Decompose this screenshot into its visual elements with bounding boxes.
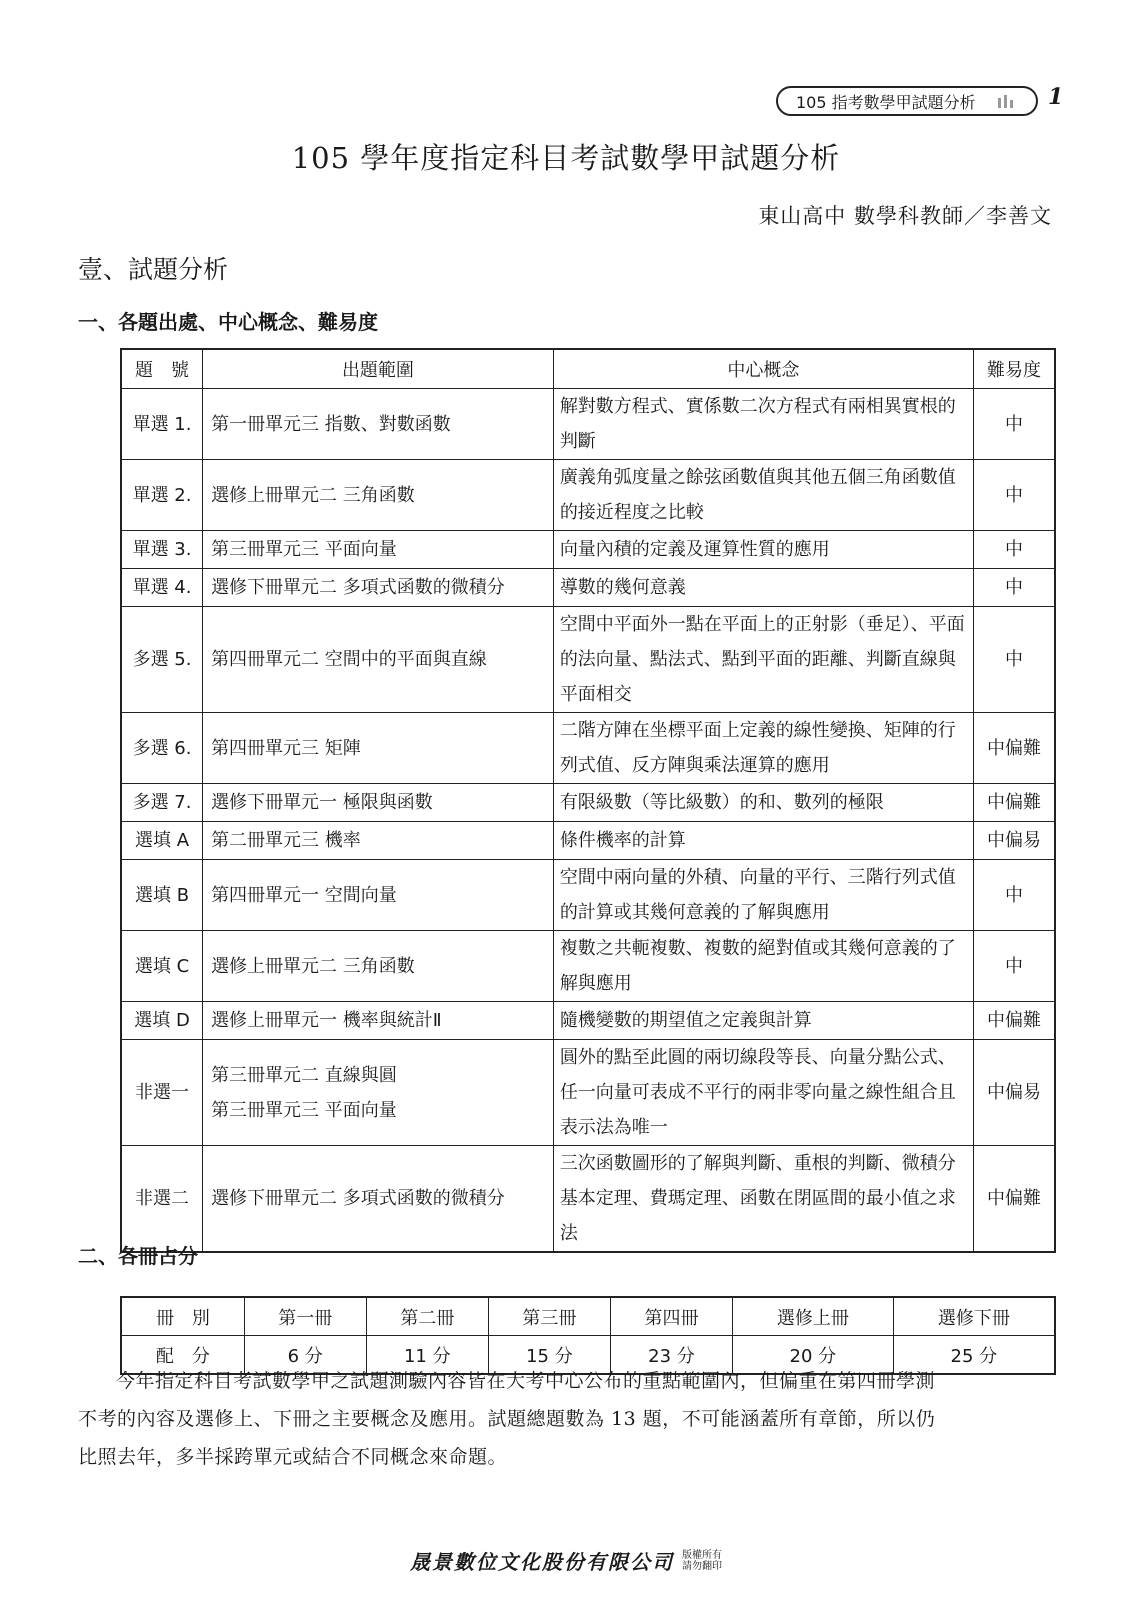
paragraph-line-1: 今年指定科目考試數學甲之試題測驗內容皆在大考中心公布的重點範圍內，但偏重在第四冊學測 [116, 1370, 936, 1392]
cell-concept: 向量內積的定義及運算性質的應用 [553, 531, 973, 569]
cell-range: 選修下冊單元二 多項式函數的微積分 [203, 1146, 554, 1253]
cell-difficulty: 中偏難 [973, 784, 1055, 822]
decorative-icon [996, 92, 1020, 110]
score-4: 23 分 [610, 1336, 732, 1375]
book-1: 第一冊 [244, 1297, 366, 1336]
cell-number: 單選 4. [121, 569, 203, 607]
cell-concept: 圓外的點至此圓的兩切線段等長、向量分點公式、任一向量可表成不平行的兩非零向量之線性組合且表示法為唯一 [553, 1040, 973, 1146]
table-row [121, 1146, 1055, 1253]
table-row [121, 1002, 1055, 1040]
cell-range: 第四冊單元二 空間中的平面與直線 [203, 607, 554, 713]
cell-concept: 廣義角弧度量之餘弦函數值與其他五個三角函數值的接近程度之比較 [553, 460, 973, 531]
page-title: 105 學年度指定科目考試數學甲試題分析 [291, 141, 841, 175]
score-2: 11 分 [366, 1336, 488, 1375]
section-heading: 壹、試題分析 [78, 255, 229, 284]
table-row [121, 607, 1055, 713]
cell-range: 第三冊單元三 平面向量 [203, 531, 554, 569]
paragraph-line-2: 不考的內容及選修上、下冊之主要概念及應用。試題總題數為 13 題，不可能涵蓋所有章節，所以仍 [78, 1408, 936, 1430]
cell-range: 選修下冊單元一 極限與函數 [203, 784, 554, 822]
cell-number: 多選 5. [121, 607, 203, 713]
cell-number: 選填 D [121, 1002, 203, 1040]
cell-concept: 三次函數圖形的了解與判斷、重根的判斷、微積分基本定理、費瑪定理、函數在閉區間的最小值之求法 [553, 1146, 973, 1253]
book-elective-2: 選修下冊 [893, 1297, 1055, 1336]
cell-difficulty: 中 [973, 389, 1055, 460]
book-2: 第二冊 [366, 1297, 488, 1336]
table-row [121, 713, 1055, 784]
cell-concept: 複數之共軛複數、複數的絕對值或其幾何意義的了解與應用 [553, 931, 973, 1002]
cell-difficulty: 中偏難 [973, 1146, 1055, 1253]
cell-difficulty: 中偏難 [973, 713, 1055, 784]
cell-difficulty: 中偏易 [973, 1040, 1055, 1146]
book-elective-1: 選修上冊 [733, 1297, 894, 1336]
score-3: 15 分 [488, 1336, 610, 1375]
cell-range-line-1: 第三冊單元二 直線與圓 [211, 1064, 397, 1086]
table-row [121, 1297, 1055, 1336]
table-row [121, 822, 1055, 860]
footer [0, 1546, 1132, 1575]
table-row [121, 389, 1055, 460]
cell-concept: 解對數方程式、實係數二次方程式有兩相異實根的判斷 [553, 389, 973, 460]
cell-number: 多選 6. [121, 713, 203, 784]
book-4: 第四冊 [610, 1297, 732, 1336]
cell-range: 第一冊單元三 指數、對數函數 [203, 389, 554, 460]
cell-concept: 空間中平面外一點在平面上的正射影（垂足）、平面的法向量、點法式、點到平面的距離、判斷直線與平面相交 [553, 607, 973, 713]
subsection-heading-2: 二、各冊占分 [78, 1244, 198, 1268]
header-concept: 中心概念 [553, 349, 973, 389]
score-elective-1: 20 分 [733, 1336, 894, 1375]
cell-difficulty: 中偏難 [973, 1002, 1055, 1040]
header-range: 出題範圍 [203, 349, 554, 389]
cell-concept: 隨機變數的期望值之定義與計算 [553, 1002, 973, 1040]
cell-number: 非選一 [121, 1040, 203, 1146]
cell-number: 多選 7. [121, 784, 203, 822]
cell-difficulty: 中 [973, 607, 1055, 713]
header-tag: 105 指考數學甲試題分析 [776, 86, 1038, 116]
table-row [121, 569, 1055, 607]
cell-difficulty: 中 [973, 460, 1055, 531]
label-score: 配 分 [121, 1336, 244, 1375]
score-elective-2: 25 分 [893, 1336, 1055, 1375]
cell-range: 選修上冊單元二 三角函數 [203, 931, 554, 1002]
cell-number: 單選 2. [121, 460, 203, 531]
footer-copyright [682, 1550, 722, 1572]
paragraph-line-3: 比照去年，多半採跨單元或結合不同概念來命題。 [78, 1446, 508, 1468]
body-paragraph [78, 1362, 1056, 1476]
question-analysis-table [120, 348, 1056, 1253]
book-3: 第三冊 [488, 1297, 610, 1336]
cell-difficulty: 中 [973, 860, 1055, 931]
page-number: 1 [1048, 84, 1064, 110]
cell-number: 單選 3. [121, 531, 203, 569]
cell-concept: 導數的幾何意義 [553, 569, 973, 607]
cell-number: 單選 1. [121, 389, 203, 460]
table-header-row [121, 349, 1055, 389]
header-number: 題 號 [121, 349, 203, 389]
cell-concept: 二階方陣在坐標平面上定義的線性變換、矩陣的行列式值、反方陣與乘法運算的應用 [553, 713, 973, 784]
cell-concept: 有限級數（等比級數）的和、數列的極限 [553, 784, 973, 822]
table-row [121, 1040, 1055, 1146]
table-row [121, 531, 1055, 569]
cell-range: 選修上冊單元一 機率與統計Ⅱ [203, 1002, 554, 1040]
footer-note-line-1: 版權所有 [682, 1549, 722, 1561]
cell-concept: 空間中兩向量的外積、向量的平行、三階行列式值的計算或其幾何意義的了解與應用 [553, 860, 973, 931]
cell-number: 選填 A [121, 822, 203, 860]
label-book: 冊 別 [121, 1297, 244, 1336]
cell-number: 選填 C [121, 931, 203, 1002]
table-row [121, 460, 1055, 531]
author-line: 東山高中 數學科教師／李善文 [758, 204, 1052, 228]
cell-number: 選填 B [121, 860, 203, 931]
cell-difficulty: 中 [973, 531, 1055, 569]
header-difficulty: 難易度 [973, 349, 1055, 389]
score-1: 6 分 [244, 1336, 366, 1375]
cell-range: 第四冊單元一 空間向量 [203, 860, 554, 931]
table-row [121, 931, 1055, 1002]
cell-difficulty: 中 [973, 931, 1055, 1002]
cell-difficulty: 中偏易 [973, 822, 1055, 860]
footer-note-line-2: 請勿翻印 [682, 1560, 722, 1572]
cell-range: 選修下冊單元二 多項式函數的微積分 [203, 569, 554, 607]
cell-concept: 條件機率的計算 [553, 822, 973, 860]
subsection-heading-1: 一、各題出處、中心概念、難易度 [78, 310, 378, 334]
cell-range [203, 1040, 554, 1146]
cell-number: 非選二 [121, 1146, 203, 1253]
table-row [121, 860, 1055, 931]
footer-company: 晟景數位文化股份有限公司 [410, 1550, 674, 1574]
cell-range: 選修上冊單元二 三角函數 [203, 460, 554, 531]
cell-range: 第四冊單元三 矩陣 [203, 713, 554, 784]
cell-difficulty: 中 [973, 569, 1055, 607]
table-row [121, 784, 1055, 822]
cell-range-line-2: 第三冊單元三 平面向量 [211, 1099, 397, 1121]
cell-range: 第二冊單元三 機率 [203, 822, 554, 860]
